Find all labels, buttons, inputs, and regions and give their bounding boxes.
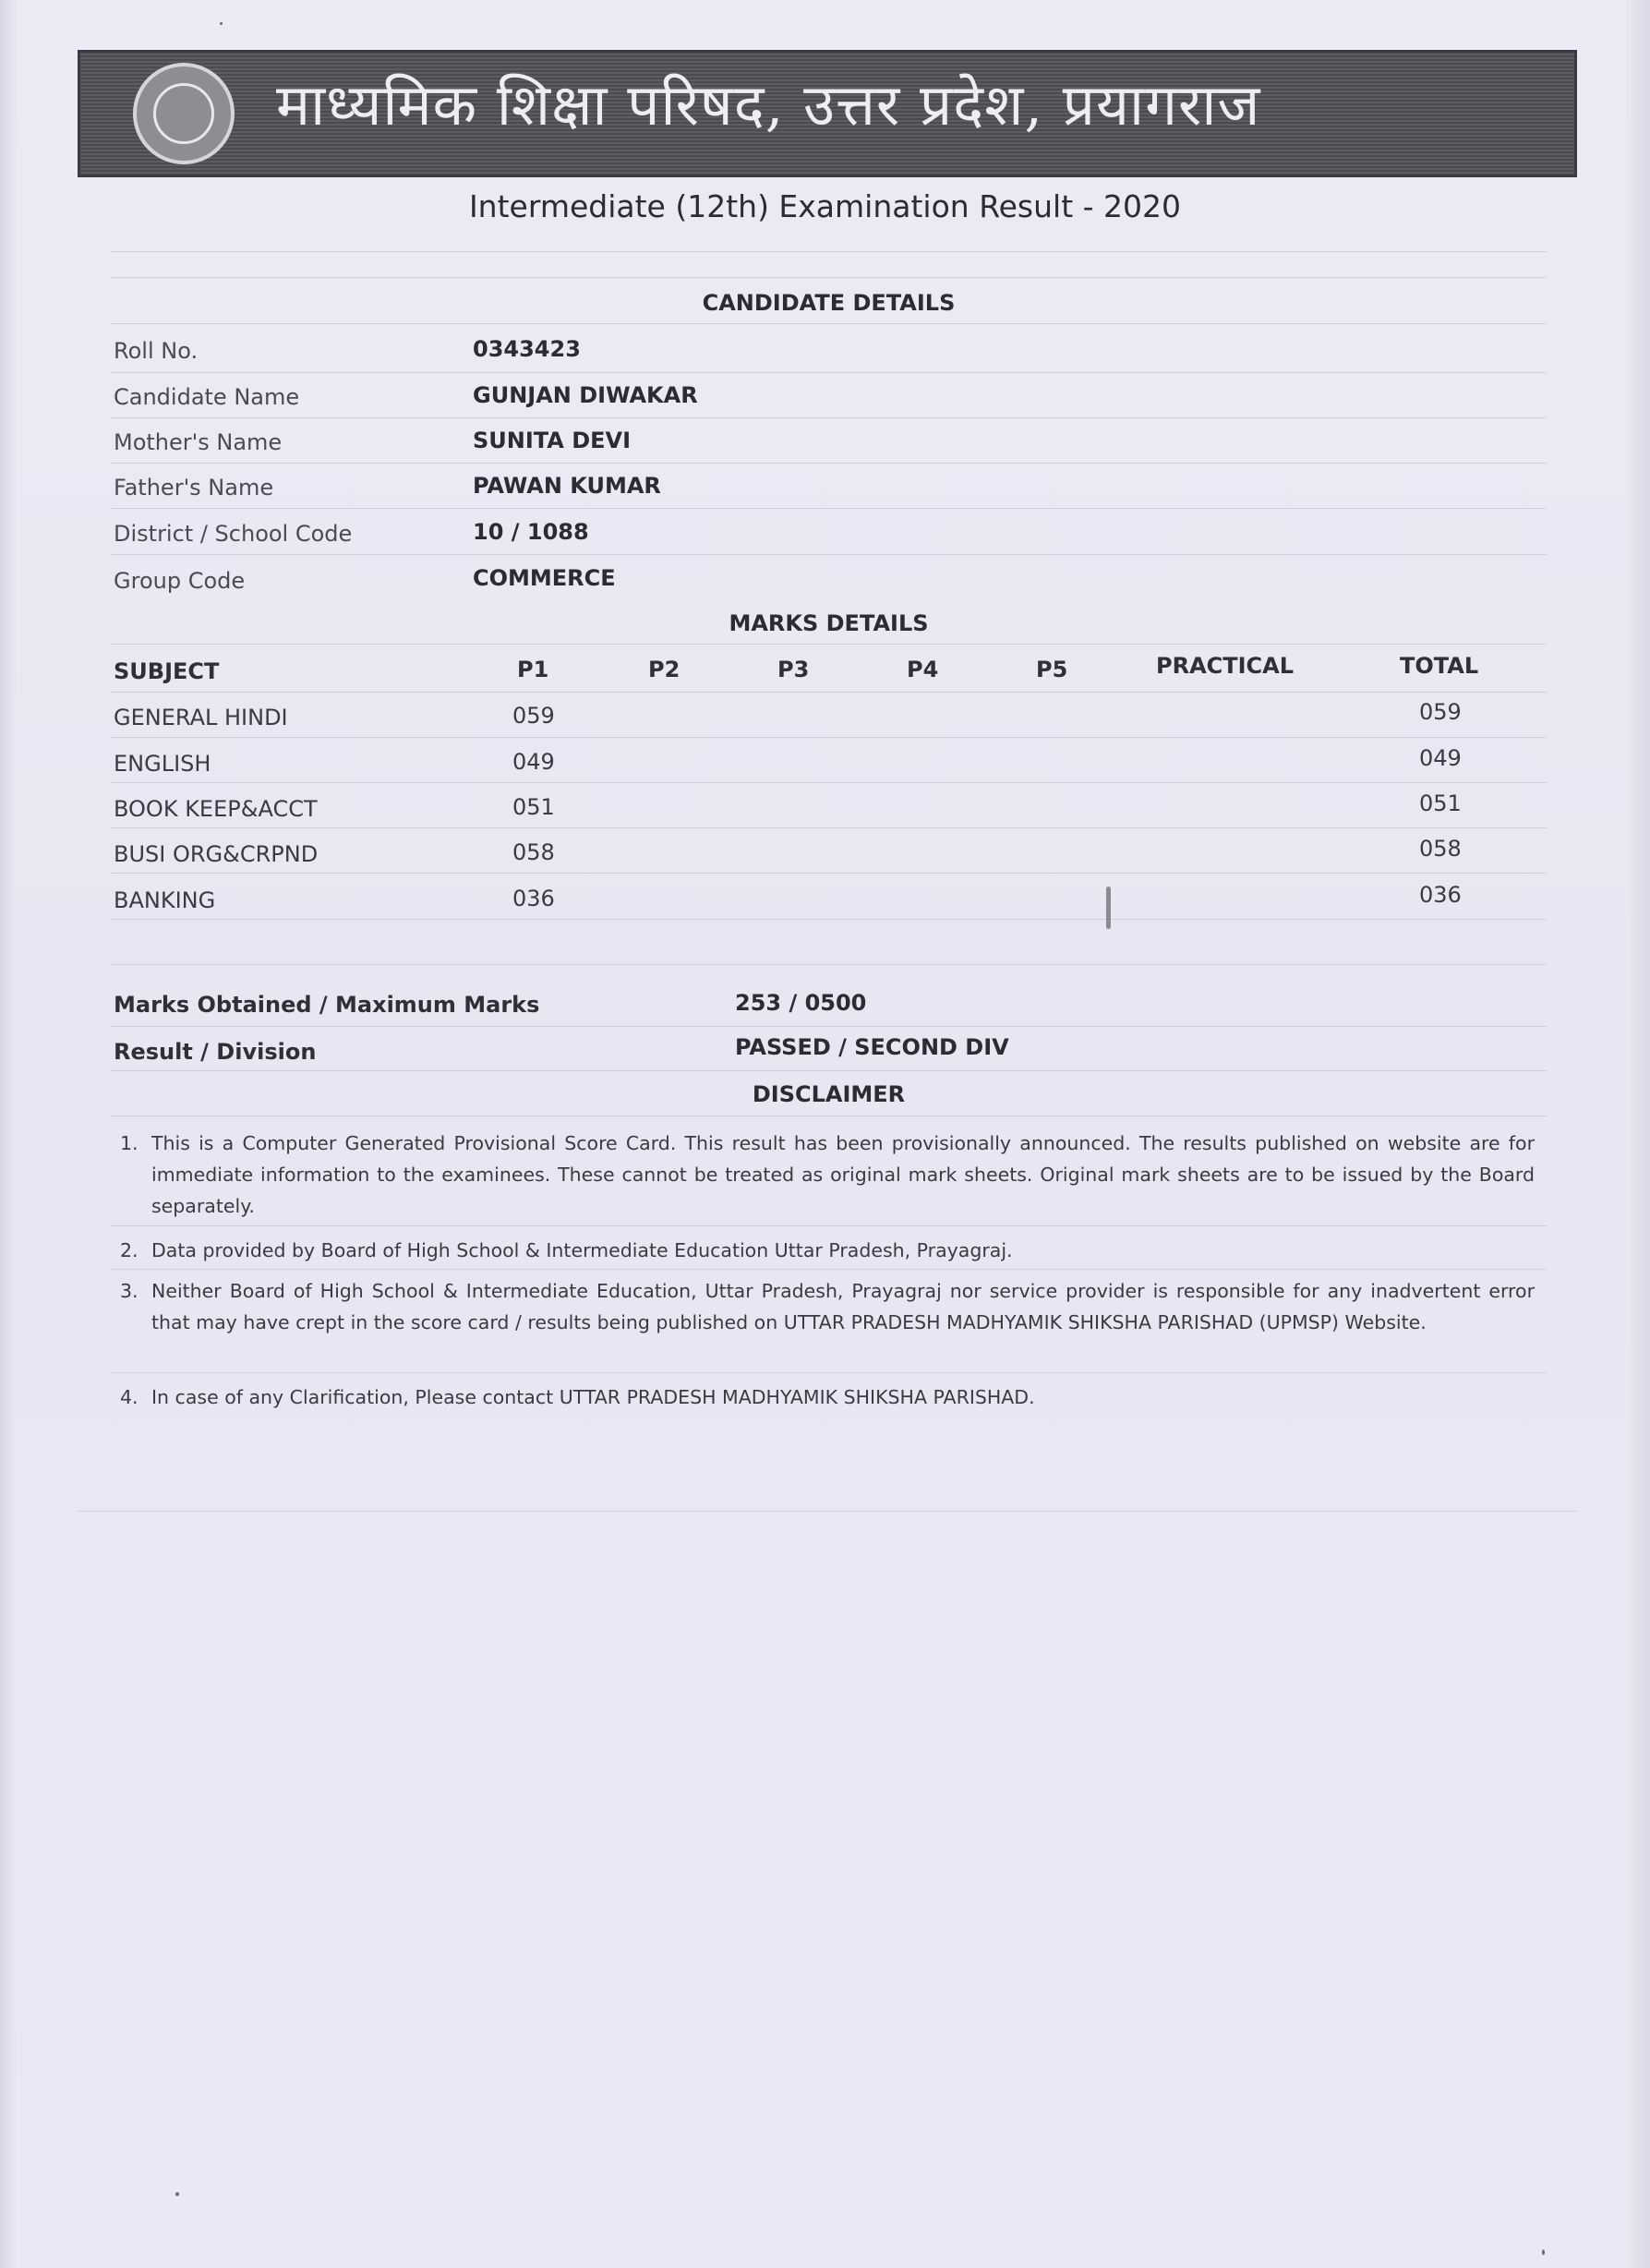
column-header-total: TOTAL	[1400, 653, 1479, 679]
p1-cell: 049	[512, 749, 555, 775]
item-text: Data provided by Board of High School & Intermediate Education Uttar Pradesh, Prayagraj.	[151, 1239, 1013, 1261]
content-bottom-border	[78, 1511, 1577, 1512]
total-cell: 058	[1419, 836, 1462, 862]
emblem-ring	[153, 83, 214, 144]
column-header-p3: P3	[777, 657, 810, 682]
marks-details-heading: MARKS DETAILS	[729, 610, 929, 636]
item-number: 4.	[120, 1386, 139, 1408]
total-cell: 036	[1419, 882, 1462, 908]
field-label: District / School Code	[114, 521, 353, 547]
divider	[111, 873, 1547, 874]
divider	[111, 372, 1547, 373]
field-label: Mother's Name	[114, 429, 283, 455]
item-number: 3.	[120, 1280, 139, 1302]
divider	[111, 463, 1547, 464]
column-header-p4: P4	[907, 657, 939, 682]
candidate-details-heading: CANDIDATE DETAILS	[702, 290, 956, 316]
field-label: Father's Name	[114, 475, 274, 501]
subject-cell: BOOK KEEP&ACCT	[114, 796, 318, 822]
p1-cell: 036	[512, 886, 555, 911]
column-header-p1: P1	[517, 657, 549, 682]
p1-cell: 059	[512, 703, 555, 729]
divider	[111, 692, 1547, 693]
total-cell: 049	[1419, 745, 1462, 771]
field-value: SUNITA DEVI	[473, 428, 632, 453]
divider	[111, 1026, 1547, 1027]
divider	[111, 1225, 1547, 1226]
field-label: Group Code	[114, 568, 246, 594]
header-banner	[78, 50, 1577, 177]
marks-obtained-label: Marks Obtained / Maximum Marks	[114, 992, 540, 1018]
list-item	[120, 1128, 1535, 1222]
item-number: 1.	[120, 1132, 139, 1154]
divider	[111, 644, 1547, 645]
divider	[111, 323, 1547, 324]
marks-obtained-value: 253 / 0500	[735, 990, 867, 1016]
list-item	[120, 1235, 1535, 1266]
result-division-value: PASSED / SECOND DIV	[735, 1034, 1009, 1060]
subject-cell: ENGLISH	[114, 751, 211, 777]
scan-speck	[175, 2192, 179, 2196]
p1-cell: 051	[512, 794, 555, 820]
column-header-p2: P2	[648, 657, 680, 682]
field-label: Candidate Name	[114, 384, 300, 410]
scan-speck	[220, 22, 223, 25]
board-name-hindi: माध्यमिक शिक्षा परिषद, उत्तर प्रदेश, प्रयागराज	[276, 71, 1261, 139]
scan-speck	[1542, 2250, 1545, 2255]
divider	[111, 417, 1547, 418]
column-header-practical: PRACTICAL	[1156, 653, 1295, 679]
field-value: 10 / 1088	[473, 519, 589, 545]
total-cell: 059	[1419, 699, 1462, 725]
subject-cell: BANKING	[114, 887, 216, 913]
upmsp-emblem-icon	[133, 63, 235, 164]
exam-title: Intermediate (12th) Examination Result - 2020	[468, 188, 1182, 224]
item-text: Neither Board of High School & Intermediate Education, Uttar Pradesh, Prayagraj nor service provider is responsible for any inadvertent error that may have crept in the score card / results being published on UTTAR PRADESH MADHYAMIK SHIKSHA PARISHAD (UPMSP) Website.	[151, 1280, 1535, 1333]
divider	[111, 554, 1547, 555]
item-text: This is a Computer Generated Provisional Score Card. This result has been provisionally announced. The results published on website are for immediate information to the examinees. These cannot be treated as original mark sheets. Original mark sheets are to be issued by the Board separately.	[151, 1132, 1535, 1217]
total-cell: 051	[1419, 790, 1462, 816]
item-number: 2.	[120, 1239, 139, 1261]
scan-speck	[1106, 887, 1111, 929]
list-item	[120, 1275, 1535, 1338]
field-label: Roll No.	[114, 338, 199, 364]
divider	[111, 508, 1547, 509]
divider	[111, 919, 1547, 920]
item-text: In case of any Clarification, Please contact UTTAR PRADESH MADHYAMIK SHIKSHA PARISHAD.	[151, 1386, 1035, 1408]
subject-cell: BUSI ORG&CRPND	[114, 841, 319, 867]
divider	[111, 277, 1547, 278]
paper-right-edge	[1626, 0, 1650, 2268]
list-item	[120, 1381, 1535, 1413]
subject-cell: GENERAL HINDI	[114, 705, 288, 730]
paper-left-edge	[0, 0, 17, 2268]
result-division-label: Result / Division	[114, 1039, 317, 1065]
divider	[111, 782, 1547, 783]
field-value: COMMERCE	[473, 565, 616, 591]
field-value: GUNJAN DIWAKAR	[473, 382, 698, 408]
field-value: PAWAN KUMAR	[473, 473, 661, 499]
divider	[111, 737, 1547, 738]
disclaimer-heading: DISCLAIMER	[752, 1081, 906, 1107]
column-header-p5: P5	[1036, 657, 1068, 682]
divider	[111, 827, 1547, 828]
field-value: 0343423	[473, 336, 581, 362]
divider	[111, 1070, 1547, 1071]
divider	[111, 251, 1547, 252]
divider	[111, 1269, 1547, 1270]
divider	[111, 964, 1547, 965]
column-header-subject: SUBJECT	[114, 658, 220, 684]
divider	[111, 1372, 1547, 1373]
p1-cell: 058	[512, 839, 555, 865]
